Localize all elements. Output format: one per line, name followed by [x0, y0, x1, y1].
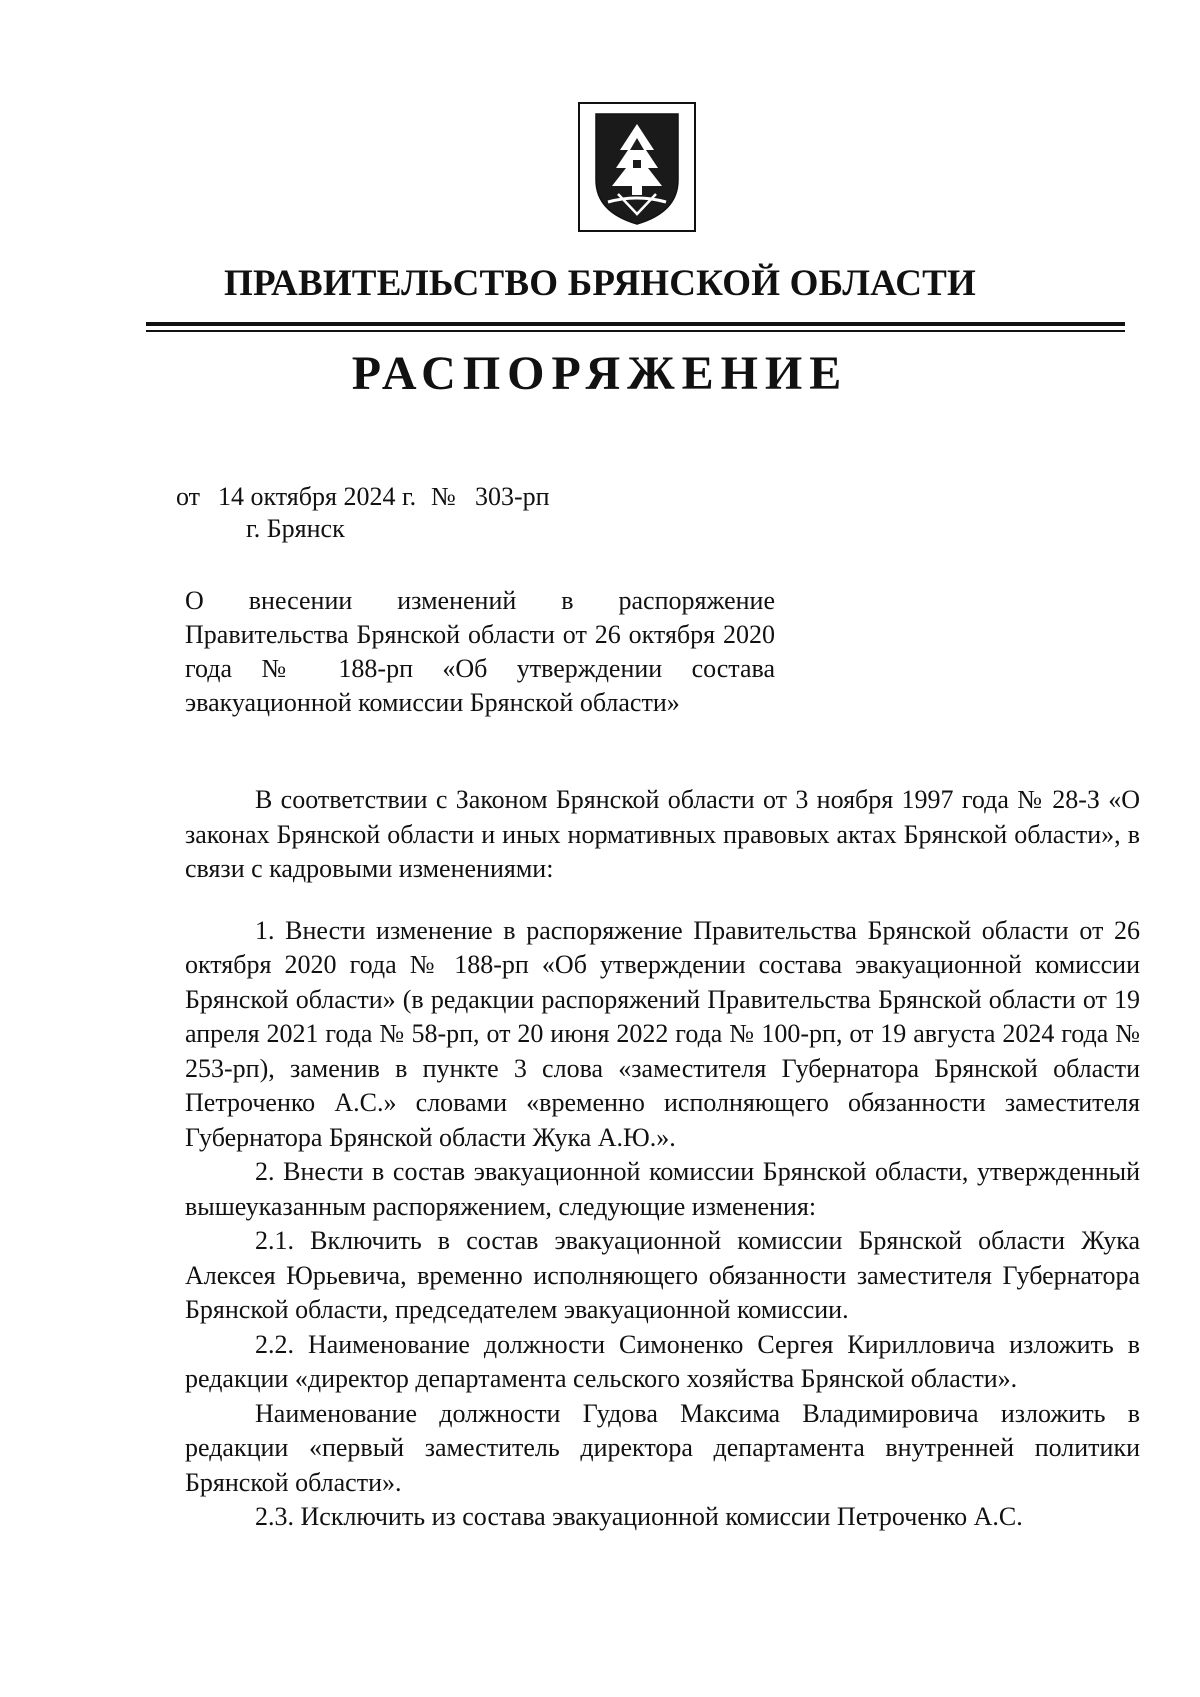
document-type-heading: РАСПОРЯЖЕНИЕ [351, 347, 849, 400]
organization-title: ПРАВИТЕЛЬСТВО БРЯНСКОЙ ОБЛАСТИ [223, 263, 977, 304]
city: г. Брянск [246, 514, 345, 543]
preamble-paragraph: В соответствии с Законом Брянской области от 3 ноября 1997 года № 28-З «О законах Брянской области и иных нормативных правовых актах Брянской области», в связи с кадровыми изменениями: [185, 785, 1140, 883]
clause-2-2-continued: Наименование должности Гудова Максима Владимировича изложить в редакции «первый заместитель директора департамента внутренней политики Брянской области». [185, 1398, 1140, 1497]
clause-2-1: 2.1. Включить в состав эвакуационной комиссии Брянской области Жука Алексея Юрьевича, временно исполняющего обязанности заместителя Губернатора Брянской области, председателем эвакуационной комиссии. [185, 1226, 1140, 1324]
coat-of-arms-icon [578, 102, 696, 232]
document-number: 303-рп [475, 482, 550, 511]
header-rule-thin [146, 330, 1125, 332]
clause-2-3: 2.3. Исключить из состава эвакуационной комиссии Петроченко А.С. [255, 1502, 1023, 1531]
header-rule-thick [146, 322, 1125, 326]
document-body [185, 783, 1140, 1535]
clause-2: 2. Внести в состав эвакуационной комиссии Брянской области, утвержденный вышеуказанным распоряжением, следующие изменения: [185, 1157, 1140, 1221]
date-prefix: от [176, 482, 201, 511]
clause-2-2: 2.2. Наименование должности Симоненко Сергея Кирилловича изложить в редакции «директор департамента сельского хозяйства Брянской области». [185, 1329, 1140, 1393]
document-date: 14 октября 2024 г. [218, 482, 417, 511]
document-subject: О внесении изменений в распоряжение Правительства Брянской области от 26 октября 2020 года № 188-рп «Об утверждении состава эвакуационной комиссии Брянской области» [185, 586, 775, 717]
number-sign: № [431, 482, 456, 511]
clause-1: 1. Внести изменение в распоряжение Правительства Брянской области от 26 октября 2020 года № 188-рп «Об утверждении состава эвакуационной комиссии Брянской области» (в редакции распоряжений Правительства Брянской области от 19 апреля 2021 года № 58-рп, от 20 июня 2022 года № 100-рп, от 19 августа 2024 года № 253-рп), заменив в пункте 3 слова «заместителя Губернатора Брянской области Петроченко А.С.» словами «временно исполняющего обязанности заместителя Губернатора Брянской области Жука А.Ю.». [185, 915, 1140, 1152]
